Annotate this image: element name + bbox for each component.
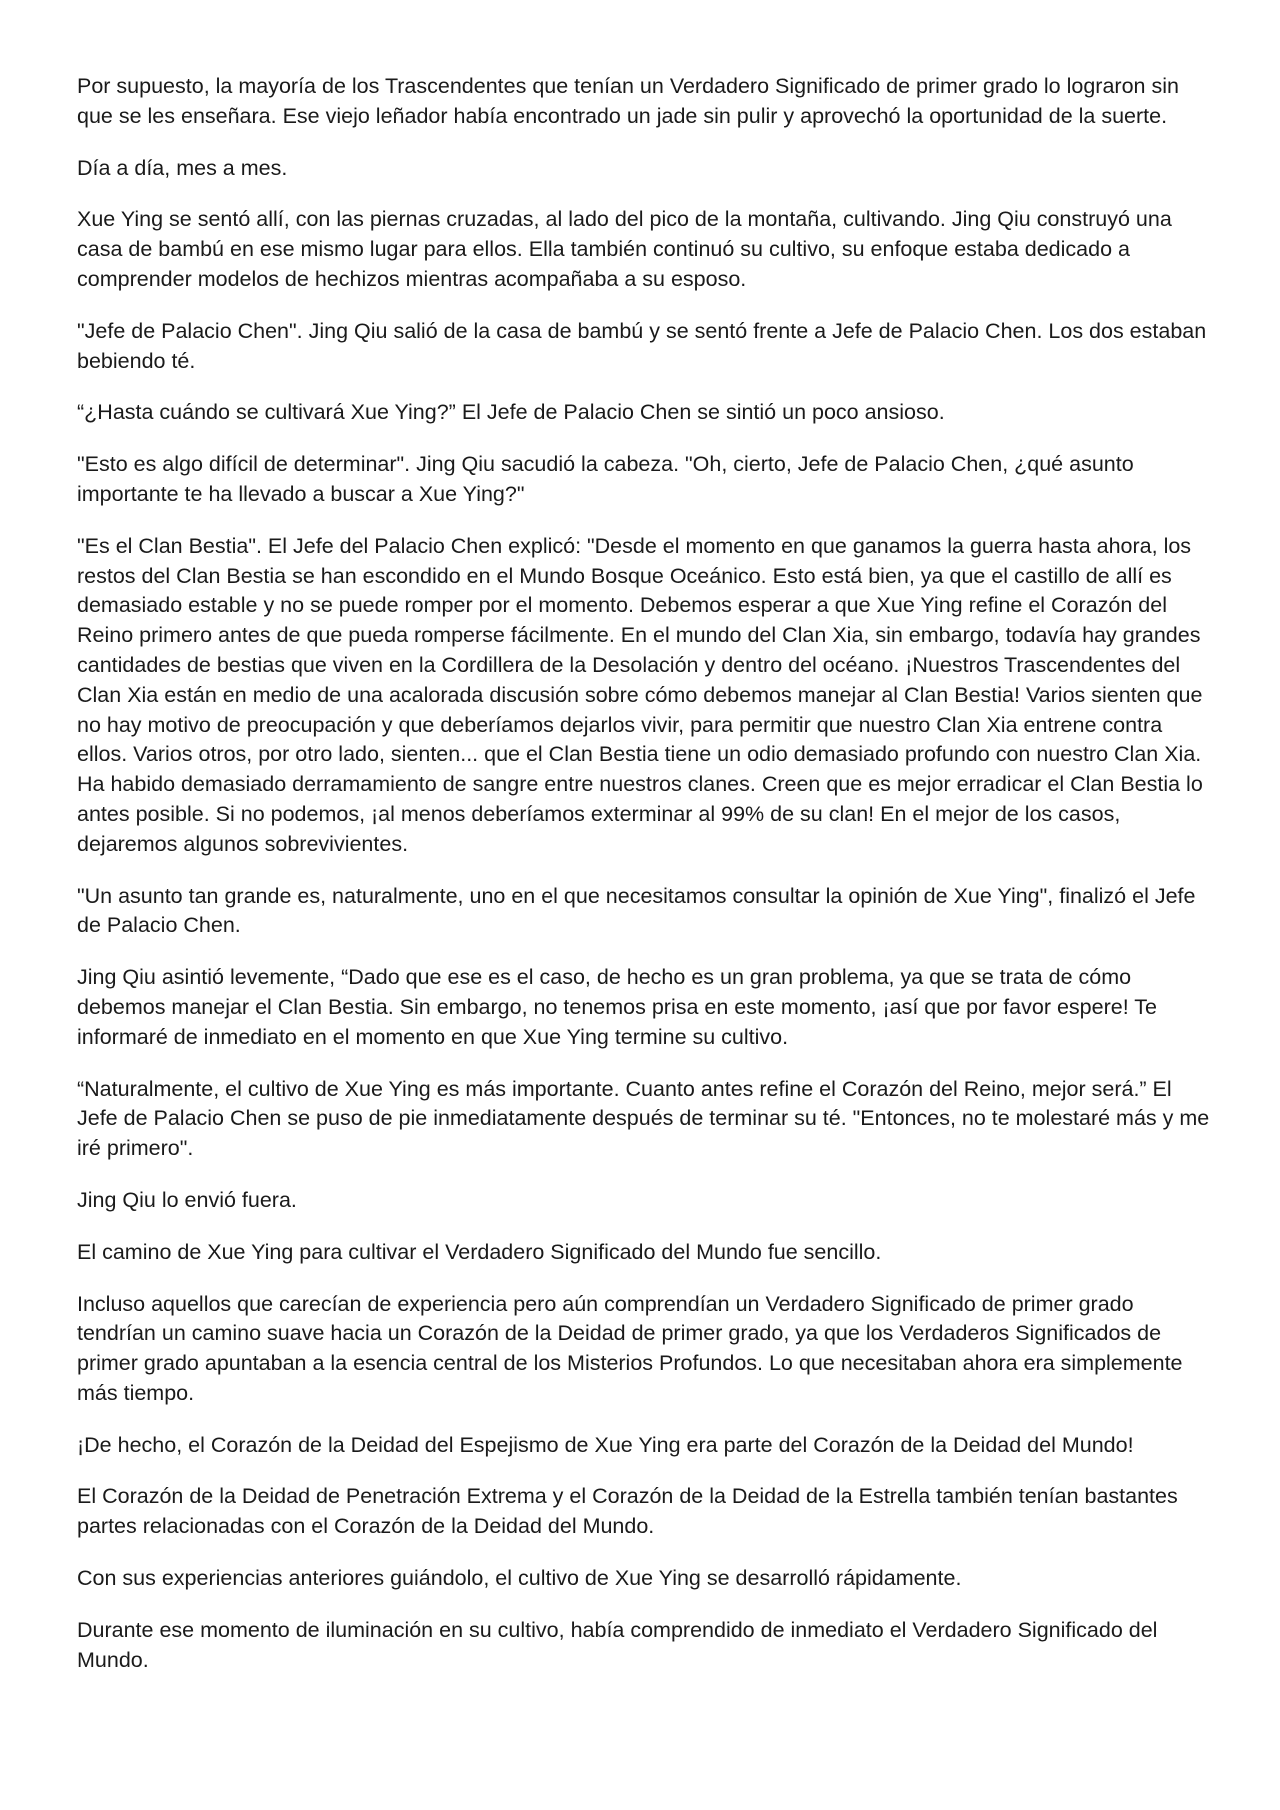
paragraph: El Corazón de la Deidad de Penetración Extrema y el Corazón de la Deidad de la Estrella también tenían bastantes partes relacionadas con el Corazón de la Deidad del Mundo.	[77, 1484, 1178, 1539]
paragraph: Jing Qiu asintió levemente, “Dado que ese es el caso, de hecho es un gran problema, ya que se trata de cómo debemos manejar el Clan Bestia. Sin embargo, no tenemos prisa en este momento, ¡así que por favor espere! Te informaré de inmediato en el momento en que Xue Ying termine su cultivo.	[77, 965, 1157, 1049]
paragraph: Día a día, mes a mes.	[77, 155, 288, 180]
paragraph: “¿Hasta cuándo se cultivará Xue Ying?” El Jefe de Palacio Chen se sintió un poco ansioso.	[77, 400, 945, 425]
paragraph: Xue Ying se sentó allí, con las piernas cruzadas, al lado del pico de la montaña, cultivando. Jing Qiu construyó una casa de bambú en ese mismo lugar para ellos. Ella también continuó su cultivo, su enfoque estaba dedicado a comprender modelos de hechizos mientras acompañaba a su esposo.	[77, 207, 1172, 291]
paragraph: "Jefe de Palacio Chen". Jing Qiu salió de la casa de bambú y se sentó frente a Jefe de Palacio Chen. Los dos estaban bebiendo té.	[77, 318, 1207, 373]
paragraph: Por supuesto, la mayoría de los Trascendentes que tenían un Verdadero Significado de primer grado lo lograron sin que se les enseñara. Ese viejo leñador había encontrado un jade sin pulir y aprovechó la oportunidad de la suerte.	[77, 74, 1179, 128]
paragraph: Incluso aquellos que carecían de experiencia pero aún comprendían un Verdadero Significado de primer grado tendrían un camino suave hacia un Corazón de la Deidad de primer grado, ya que los Verdaderos Significados de primer grado apuntaban a la esencia central de los Misterios Profundos. Lo que necesitaban ahora era simplemente más tiempo.	[77, 1291, 1183, 1405]
paragraph: Durante ese momento de iluminación en su cultivo, había comprendido de inmediato el Verdadero Significado del Mundo.	[77, 1617, 1158, 1672]
paragraph: "Es el Clan Bestia". El Jefe del Palacio Chen explicó: "Desde el momento en que ganamos la guerra hasta ahora, los restos del Clan Bestia se han escondido en el Mundo Bosque Oceánico. Esto está bien, ya que el castillo de allí es demasiado estable y no se puede romper por el momento. Debemos esperar a que Xue Ying refine el Corazón del Reino primero antes de que pueda romperse fácilmente. En el mundo del Clan Xia, sin embargo, todavía hay grandes cantidades de bestias que viven en la Cordillera de la Desolación y dentro del océano. ¡Nuestros Trascendentes del Clan Xia están en medio de una acalorada discusión sobre cómo debemos manejar al Clan Bestia! Varios sienten que no hay motivo de preocupación y que deberíamos dejarlos vivir, para permitir que nuestro Clan Xia entrene contra ellos. Varios otros, por otro lado, sienten... que el Clan Bestia tiene un odio demasiado profundo con nuestro Clan Xia. Ha habido demasiado derramamiento de sangre entre nuestros clanes. Creen que es mejor erradicar el Clan Bestia lo antes posible. Si no podemos, ¡al menos deberíamos exterminar al 99% de su clan! En el mejor de los casos, dejaremos algunos sobrevivientes.	[77, 533, 1203, 856]
paragraph: "Un asunto tan grande es, naturalmente, uno en el que necesitamos consultar la opinión de Xue Ying", finalizó el Jefe de Palacio Chen.	[77, 883, 1196, 938]
paragraph: El camino de Xue Ying para cultivar el Verdadero Significado del Mundo fue sencillo.	[77, 1239, 882, 1264]
body-text	[77, 72, 1217, 1697]
paragraph: Jing Qiu lo envió fuera.	[77, 1187, 297, 1212]
paragraph: "Esto es algo difícil de determinar". Jing Qiu sacudió la cabeza. "Oh, cierto, Jefe de Palacio Chen, ¿qué asunto importante te ha llevado a buscar a Xue Ying?"	[77, 452, 1134, 506]
paragraph: Con sus experiencias anteriores guiándolo, el cultivo de Xue Ying se desarrolló rápidamente.	[77, 1566, 962, 1591]
paragraph: ¡De hecho, el Corazón de la Deidad del Espejismo de Xue Ying era parte del Corazón de la Deidad del Mundo!	[77, 1432, 1134, 1457]
paragraph: “Naturalmente, el cultivo de Xue Ying es más importante. Cuanto antes refine el Corazón del Reino, mejor será.” El Jefe de Palacio Chen se puso de pie inmediatamente después de terminar su té. "Entonces, no te molestaré más y me iré primero".	[77, 1076, 1210, 1161]
